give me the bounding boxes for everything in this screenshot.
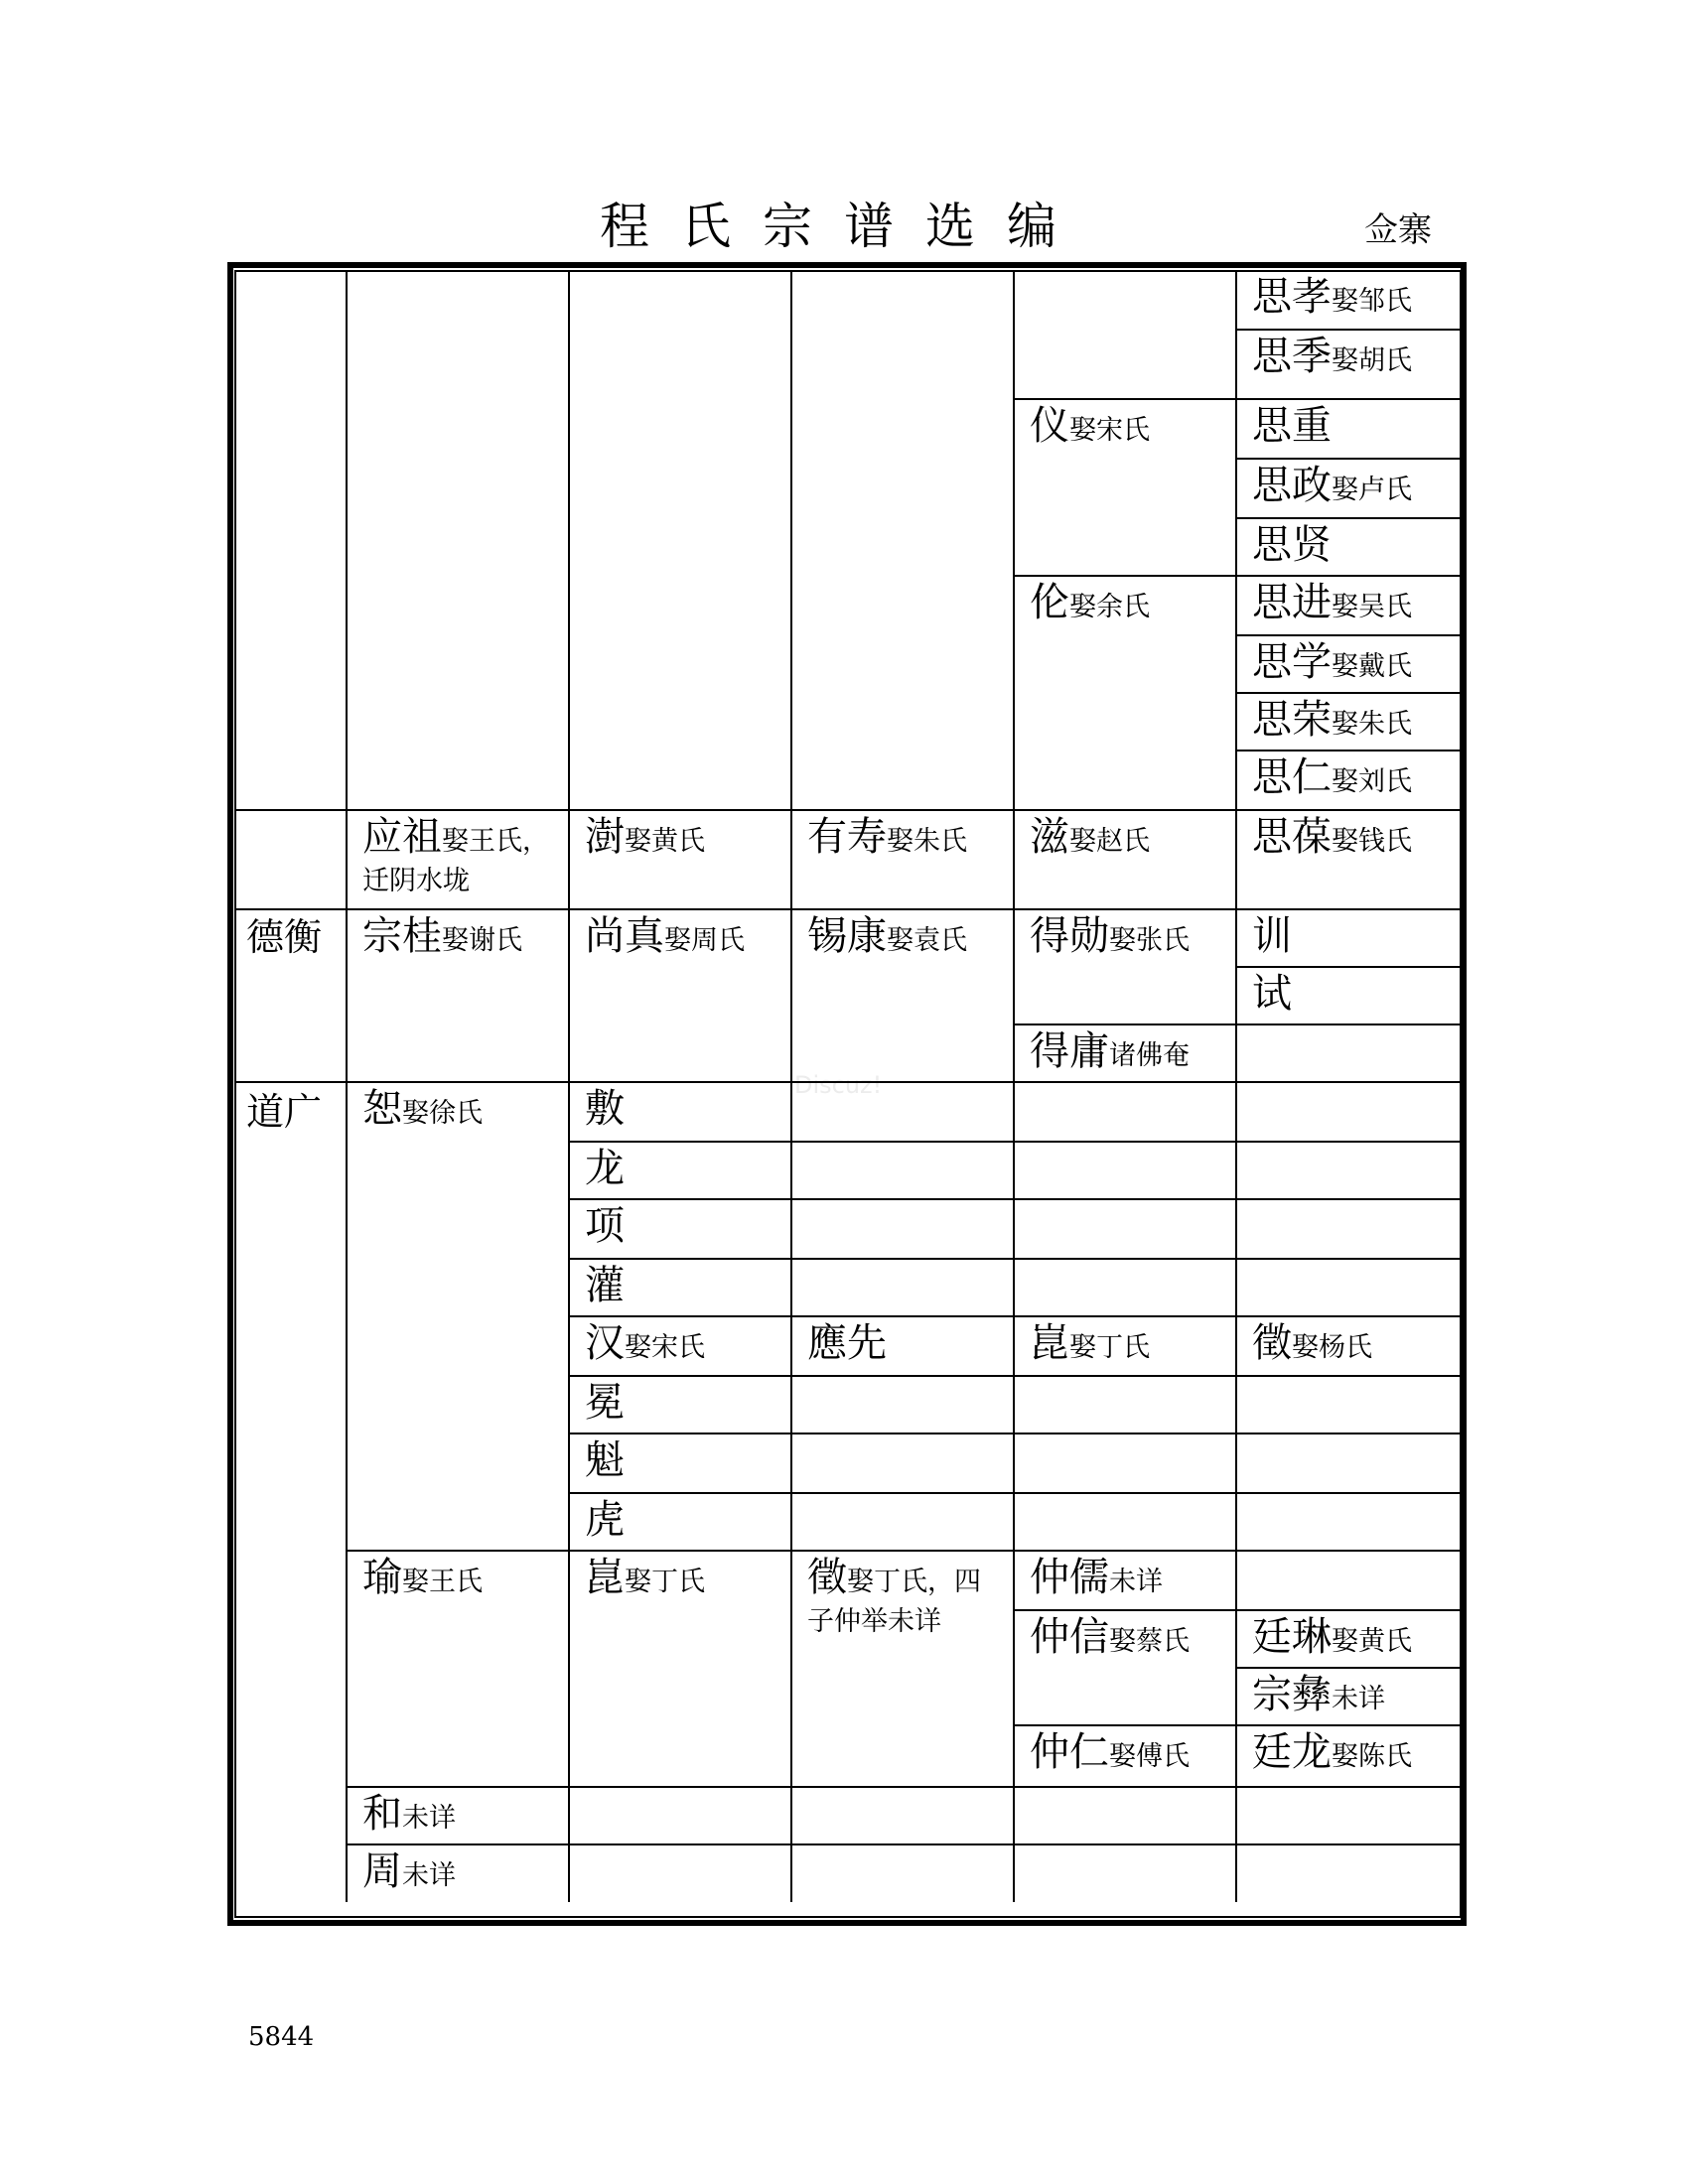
row-divider (569, 1315, 791, 1317)
column-divider (1235, 270, 1237, 1902)
spouse-note: 娶朱氏 (887, 826, 967, 857)
person-name: 尚真 (585, 913, 664, 959)
person-entry (1252, 1670, 1385, 1719)
person-name: 虎 (585, 1497, 625, 1543)
person-name: 徵 (807, 1555, 847, 1600)
watermark: Discuz! (794, 1071, 883, 1099)
row-divider (1236, 1843, 1462, 1845)
person-entry (585, 1144, 625, 1193)
row-divider (569, 908, 791, 910)
spouse-note: 娶丁氏 (1069, 1332, 1150, 1363)
row-divider (1014, 908, 1236, 910)
row-divider (347, 809, 569, 811)
row-divider (569, 1141, 791, 1143)
row-divider (791, 1433, 1014, 1434)
person-entry (807, 1318, 887, 1368)
row-divider (1014, 1198, 1236, 1200)
person-name: 思仁 (1252, 754, 1332, 800)
row-divider (1236, 1786, 1462, 1788)
row-divider (791, 809, 1014, 811)
person-entry (585, 812, 705, 862)
spouse-note: 未详 (402, 1860, 456, 1891)
row-divider (791, 1786, 1014, 1788)
person-entry (1252, 461, 1412, 510)
person-entry (1030, 1318, 1150, 1368)
person-name: 仲儒 (1030, 1555, 1109, 1600)
person-entry (1030, 578, 1150, 627)
person-name: 廷琳 (1252, 1614, 1332, 1660)
row-divider (234, 908, 347, 910)
generation-label-deheng: 德衡 (246, 915, 323, 959)
column-divider (346, 270, 348, 1902)
row-divider (1236, 809, 1462, 811)
row-divider (1014, 575, 1236, 577)
row-divider (1014, 398, 1236, 400)
note-continuation: 子仲举未详 (807, 1606, 941, 1637)
spouse-note: 娶徐氏 (402, 1098, 483, 1129)
row-divider (1014, 1024, 1236, 1025)
row-divider (1236, 1433, 1462, 1434)
person-entry (362, 1846, 456, 1896)
person-name: 试 (1252, 971, 1292, 1017)
row-divider (1236, 1141, 1462, 1143)
row-divider (347, 1550, 569, 1552)
spouse-note: 娶赵氏 (1069, 826, 1150, 857)
person-entry (1252, 1727, 1412, 1777)
row-divider (791, 1198, 1014, 1200)
row-divider (1236, 1375, 1462, 1377)
person-entry (1252, 578, 1412, 627)
person-name: 和 (362, 1791, 402, 1837)
person-name: 有寿 (807, 814, 887, 860)
spouse-note: 娶蔡氏 (1109, 1626, 1190, 1657)
row-divider (569, 1843, 791, 1845)
person-entry (362, 812, 549, 862)
person-entry (807, 812, 967, 862)
person-name: 仲仁 (1030, 1729, 1109, 1775)
row-divider (347, 1786, 569, 1788)
person-entry (1252, 812, 1412, 862)
row-divider (569, 1433, 791, 1434)
row-divider (1236, 908, 1462, 910)
row-divider (1236, 1492, 1462, 1494)
village-label: 佥寨 (1364, 210, 1432, 250)
column-divider (568, 270, 570, 1902)
row-divider (791, 1081, 1014, 1083)
person-entry (585, 1378, 625, 1428)
row-divider (1236, 692, 1462, 694)
person-entry (1252, 637, 1412, 687)
row-divider (1014, 1141, 1236, 1143)
row-divider (1236, 458, 1462, 460)
person-entry (362, 1553, 483, 1602)
person-name: 徵 (1252, 1320, 1292, 1366)
person-name: 滋 (1030, 814, 1069, 860)
person-entry (1030, 1553, 1163, 1602)
row-divider (1014, 1786, 1236, 1788)
row-divider (791, 1492, 1014, 1494)
person-entry (585, 911, 745, 961)
row-divider (569, 809, 791, 811)
row-divider (234, 809, 347, 811)
person-entry (1252, 1612, 1412, 1662)
spouse-note: 娶邹氏 (1332, 286, 1412, 317)
row-divider (1014, 1375, 1236, 1377)
person-name: 项 (585, 1203, 625, 1249)
person-name: 崑 (585, 1555, 625, 1600)
person-name: 廷龙 (1252, 1729, 1332, 1775)
person-name: 宗桂 (362, 913, 442, 959)
person-name: 思政 (1252, 463, 1332, 508)
person-name: 澍 (585, 814, 625, 860)
person-entry (1030, 1612, 1190, 1662)
person-name: 應先 (807, 1320, 887, 1366)
row-divider (1014, 1550, 1236, 1552)
person-name: 思学 (1252, 639, 1332, 685)
spouse-note: 娶戴氏 (1332, 651, 1412, 682)
person-entry (585, 1553, 705, 1602)
row-divider (1014, 1492, 1236, 1494)
person-name: 龙 (585, 1146, 625, 1191)
person-entry (1252, 401, 1332, 451)
person-entry (585, 1435, 625, 1485)
person-entry (585, 1495, 625, 1545)
spouse-note: 娶吴氏 (1332, 592, 1412, 622)
person-entry (1252, 520, 1332, 570)
row-divider (1014, 1258, 1236, 1260)
person-name: 应祖 (362, 814, 442, 860)
row-divider (1236, 750, 1462, 751)
row-divider (791, 1258, 1014, 1260)
row-divider (791, 1375, 1014, 1377)
spouse-note: 娶杨氏 (1292, 1332, 1372, 1363)
person-entry (585, 1084, 625, 1134)
spouse-note: 娶傅氏 (1109, 1741, 1190, 1772)
person-entry (1030, 812, 1150, 862)
person-name: 思贤 (1252, 522, 1332, 568)
person-entry (362, 911, 522, 961)
row-divider (569, 1198, 791, 1200)
person-name: 思重 (1252, 403, 1332, 449)
row-divider (1236, 398, 1462, 400)
spouse-note: 娶王氏 (402, 1567, 483, 1597)
row-divider (1236, 329, 1462, 331)
spouse-note: 娶胡氏 (1332, 345, 1412, 376)
row-divider (1014, 1315, 1236, 1317)
person-entry (1252, 969, 1292, 1019)
spouse-note: 娶朱氏 (1332, 709, 1412, 740)
row-divider (569, 1786, 791, 1788)
row-divider (347, 908, 569, 910)
person-name: 汉 (585, 1320, 625, 1366)
person-entry (1252, 332, 1412, 381)
person-name: 崑 (1030, 1320, 1069, 1366)
person-entry (1252, 911, 1292, 961)
person-name: 得勋 (1030, 913, 1109, 959)
person-name: 伦 (1030, 580, 1069, 625)
row-divider (1236, 966, 1462, 968)
spouse-note: 娶宋氏 (1069, 415, 1150, 446)
person-entry (362, 1789, 456, 1839)
person-name: 瑜 (362, 1555, 402, 1600)
spouse-note: 娶刘氏 (1332, 766, 1412, 797)
person-name: 思进 (1252, 580, 1332, 625)
spouse-note: 未详 (402, 1803, 456, 1834)
person-entry (807, 1553, 981, 1602)
person-name: 思季 (1252, 334, 1332, 379)
person-name: 仪 (1030, 403, 1069, 449)
person-name: 训 (1252, 913, 1292, 959)
row-divider (1236, 1258, 1462, 1260)
person-entry (585, 1318, 705, 1368)
person-entry (807, 911, 967, 961)
spouse-note: 娶黄氏 (625, 826, 705, 857)
row-divider (791, 1550, 1014, 1552)
person-name: 恕 (362, 1086, 402, 1132)
page-number: 5844 (248, 2022, 315, 2052)
page-title: 程氏宗谱选编 (600, 198, 1088, 255)
person-entry (585, 1261, 625, 1310)
row-divider (234, 1081, 347, 1083)
row-divider (569, 1081, 791, 1083)
row-divider (1236, 1667, 1462, 1669)
spouse-note: 娶谢氏 (442, 925, 522, 956)
person-entry (1252, 695, 1412, 745)
spouse-note: 娶周氏 (664, 925, 745, 956)
spouse-note: 娶王氏， (442, 826, 549, 857)
spouse-note: 娶钱氏 (1332, 826, 1412, 857)
row-divider (1014, 1843, 1236, 1845)
person-entry (1030, 401, 1150, 451)
person-name: 得庸 (1030, 1028, 1109, 1074)
row-divider (1236, 1609, 1462, 1611)
note-continuation: 迁阴水垅 (362, 866, 470, 896)
row-divider (1236, 517, 1462, 519)
person-entry (1252, 272, 1412, 322)
spouse-note: 未详 (1109, 1567, 1163, 1597)
spouse-note: 娶黄氏 (1332, 1626, 1412, 1657)
spouse-note: 娶余氏 (1069, 592, 1150, 622)
row-divider (569, 1258, 791, 1260)
row-divider (1236, 575, 1462, 577)
spouse-note: 娶陈氏 (1332, 1741, 1412, 1772)
row-divider (791, 908, 1014, 910)
row-divider (1014, 1609, 1236, 1611)
row-divider (791, 1843, 1014, 1845)
generation-label-daoguang: 道广 (246, 1090, 323, 1134)
person-name: 思葆 (1252, 814, 1332, 860)
spouse-note: 娶丁氏 (625, 1567, 705, 1597)
row-divider (569, 1492, 791, 1494)
person-name: 周 (362, 1848, 402, 1894)
row-divider (1236, 1024, 1462, 1025)
person-entry (585, 1201, 625, 1251)
row-divider (1236, 1081, 1462, 1083)
person-entry (1252, 1318, 1372, 1368)
person-name: 思孝 (1252, 274, 1332, 320)
person-name: 冕 (585, 1380, 625, 1426)
row-divider (1014, 1724, 1236, 1726)
spouse-note: 娶袁氏 (887, 925, 967, 956)
row-divider (347, 1081, 569, 1083)
column-divider (790, 270, 792, 1902)
row-divider (569, 1375, 791, 1377)
row-divider (1236, 1550, 1462, 1552)
column-divider (1013, 270, 1015, 1902)
row-divider (1014, 809, 1236, 811)
spouse-note: 未详 (1332, 1684, 1385, 1714)
row-divider (791, 1141, 1014, 1143)
row-divider (1236, 1315, 1462, 1317)
spouse-note: 娶张氏 (1109, 925, 1190, 956)
spouse-note: 娶卢氏 (1332, 475, 1412, 505)
person-name: 灌 (585, 1263, 625, 1308)
person-name: 锡康 (807, 913, 887, 959)
person-name: 仲信 (1030, 1614, 1109, 1660)
row-divider (1236, 1724, 1462, 1726)
person-entry (362, 1084, 483, 1134)
person-entry (1030, 911, 1190, 961)
person-name: 敷 (585, 1086, 625, 1132)
row-divider (569, 1550, 791, 1552)
person-name: 魁 (585, 1437, 625, 1483)
person-entry (1030, 1727, 1190, 1777)
row-divider (1236, 1198, 1462, 1200)
person-entry (1030, 1026, 1190, 1076)
spouse-note: 娶宋氏 (625, 1332, 705, 1363)
spouse-note: 娶丁氏，四 (847, 1567, 981, 1597)
row-divider (1014, 1433, 1236, 1434)
person-name: 宗彝 (1252, 1672, 1332, 1717)
spouse-note: 诸佛奄 (1109, 1040, 1190, 1071)
row-divider (1236, 634, 1462, 636)
row-divider (347, 1843, 569, 1845)
row-divider (791, 1315, 1014, 1317)
person-entry (1252, 752, 1412, 802)
row-divider (1014, 1081, 1236, 1083)
person-name: 思荣 (1252, 697, 1332, 743)
